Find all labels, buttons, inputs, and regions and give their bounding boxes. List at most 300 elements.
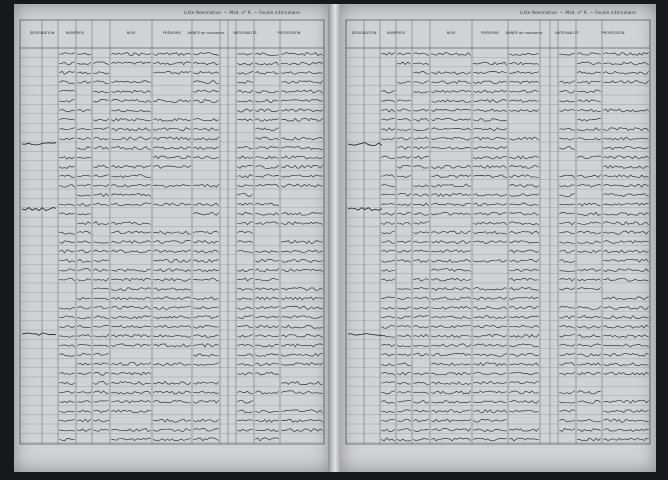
handwritten-entry <box>414 213 429 215</box>
handwritten-entry <box>94 242 109 243</box>
handwritten-entry <box>154 391 191 394</box>
handwritten-entry <box>194 81 219 84</box>
column-head: DÉSIGNATION <box>29 31 55 35</box>
handwritten-entry <box>510 391 539 394</box>
handwritten-entry <box>282 334 323 337</box>
handwritten-entry <box>256 391 279 394</box>
handwritten-entry <box>256 100 279 103</box>
handwritten-entry <box>282 306 323 309</box>
handwritten-entry <box>60 53 75 55</box>
handwritten-entry <box>256 325 279 328</box>
handwritten-entry <box>194 53 219 56</box>
handwritten-entry <box>560 306 575 308</box>
handwritten-entry <box>382 411 395 412</box>
handwritten-entry <box>94 175 109 177</box>
handwritten-entry <box>604 335 649 338</box>
handwritten-entry <box>474 419 507 422</box>
handwritten-entry <box>578 316 601 318</box>
handwritten-entry <box>94 316 109 319</box>
handwritten-entry <box>510 194 539 197</box>
handwritten-entry <box>94 72 109 74</box>
handwritten-entry <box>94 401 109 403</box>
handwritten-entry <box>578 53 601 56</box>
handwritten-entry <box>60 128 75 130</box>
handwritten-entry <box>154 53 191 56</box>
handwritten-entry <box>282 62 323 65</box>
handwritten-entry <box>414 185 429 187</box>
street-annotation <box>348 208 382 211</box>
handwritten-entry <box>194 326 219 329</box>
handwritten-entry <box>382 128 395 131</box>
handwritten-entry <box>256 429 279 432</box>
handwritten-entry <box>382 231 395 234</box>
handwritten-entry <box>112 288 151 291</box>
handwritten-entry <box>256 109 279 112</box>
handwritten-entry <box>382 175 395 178</box>
handwritten-entry <box>474 297 507 300</box>
column-head: ANNÉE de naissance <box>187 31 225 35</box>
handwritten-entry <box>94 278 109 281</box>
handwritten-entry <box>474 241 507 244</box>
handwritten-entry <box>112 316 151 319</box>
handwritten-entry <box>414 128 429 131</box>
handwritten-entry <box>256 438 279 441</box>
handwritten-entry <box>154 137 191 140</box>
handwritten-entry <box>382 90 395 93</box>
handwritten-entry <box>238 364 253 366</box>
handwritten-entry <box>194 250 219 253</box>
handwritten-entry <box>398 429 411 431</box>
handwritten-entry <box>578 71 601 74</box>
handwritten-entry <box>510 231 539 234</box>
handwritten-entry <box>432 382 471 385</box>
handwritten-entry <box>414 345 429 346</box>
handwritten-entry <box>194 335 219 338</box>
handwritten-entry <box>432 81 471 84</box>
handwritten-entry <box>154 62 191 65</box>
handwritten-entry <box>604 241 649 244</box>
handwritten-entry <box>382 109 395 112</box>
handwritten-entry <box>382 194 395 195</box>
handwritten-entry <box>560 363 575 366</box>
handwritten-entry <box>604 213 649 216</box>
handwritten-entry <box>474 156 507 159</box>
handwritten-entry <box>238 222 253 225</box>
handwritten-entry <box>398 204 411 206</box>
handwritten-entry <box>60 175 75 178</box>
handwritten-entry <box>560 402 575 403</box>
handwritten-entry <box>60 232 75 234</box>
handwritten-entry <box>94 203 109 206</box>
handwritten-entry <box>414 222 429 225</box>
handwritten-entry <box>94 306 109 309</box>
handwritten-entry <box>94 288 109 289</box>
handwritten-entry <box>382 119 395 121</box>
handwritten-entry <box>282 165 323 168</box>
handwritten-entry <box>256 184 279 187</box>
handwritten-entry <box>382 344 395 346</box>
handwritten-entry <box>78 63 91 65</box>
handwritten-entry <box>414 419 429 422</box>
handwritten-entry <box>560 270 575 271</box>
street-annotation <box>22 143 56 145</box>
handwritten-entry <box>432 72 471 75</box>
handwritten-entry <box>238 194 253 197</box>
handwritten-entry <box>78 317 91 319</box>
handwritten-entry <box>238 391 253 394</box>
handwritten-entry <box>78 72 91 74</box>
handwritten-entry <box>474 99 507 102</box>
handwritten-entry <box>560 81 575 84</box>
handwritten-entry <box>432 373 471 376</box>
handwritten-entry <box>112 109 151 112</box>
handwritten-entry <box>154 250 191 253</box>
handwritten-entry <box>560 91 575 94</box>
handwritten-entry <box>94 429 109 431</box>
handwritten-entry <box>238 72 253 75</box>
handwritten-entry <box>382 419 395 421</box>
handwritten-entry <box>560 128 575 130</box>
handwritten-entry <box>256 316 279 318</box>
handwritten-entry <box>60 213 75 215</box>
handwritten-entry <box>578 306 601 309</box>
handwritten-entry <box>398 165 411 168</box>
column-head: NUMÉROS <box>386 31 406 35</box>
handwritten-entry <box>154 259 191 262</box>
handwritten-entry <box>398 53 411 55</box>
handwritten-entry <box>398 81 411 83</box>
handwritten-entry <box>78 335 91 337</box>
handwritten-entry <box>560 335 575 338</box>
handwritten-entry <box>510 316 539 318</box>
handwritten-entry <box>474 62 507 65</box>
handwritten-entry <box>238 400 253 403</box>
handwritten-entry <box>194 62 219 65</box>
handwritten-entry <box>154 278 191 281</box>
handwritten-entry <box>78 306 91 309</box>
handwritten-entry <box>414 316 429 318</box>
handwritten-entry <box>560 354 575 356</box>
handwritten-entry <box>398 307 411 310</box>
handwritten-entry <box>510 325 539 328</box>
handwritten-entry <box>578 372 601 375</box>
handwritten-entry <box>94 410 109 413</box>
handwritten-entry <box>382 260 395 262</box>
handwritten-entry <box>60 62 75 65</box>
handwritten-entry <box>94 119 109 121</box>
handwritten-entry <box>604 307 649 310</box>
handwritten-entry <box>432 335 471 338</box>
handwritten-entry <box>604 316 649 319</box>
handwritten-entry <box>194 419 219 422</box>
handwritten-entry <box>238 298 253 300</box>
handwritten-entry <box>474 334 507 337</box>
handwritten-entry <box>414 232 429 234</box>
handwritten-entry <box>154 316 191 319</box>
handwritten-entry <box>194 241 219 244</box>
handwritten-entry <box>112 344 151 347</box>
handwritten-entry <box>382 438 395 441</box>
handwritten-entry <box>510 203 539 206</box>
handwritten-entry <box>154 419 191 422</box>
handwritten-entry <box>382 364 395 366</box>
handwritten-entry <box>432 128 471 130</box>
handwritten-entry <box>510 156 539 159</box>
handwritten-entry <box>238 250 253 253</box>
handwritten-entry <box>256 288 279 290</box>
handwritten-entry <box>604 165 649 168</box>
handwritten-entry <box>382 241 395 244</box>
handwritten-entry <box>474 165 507 168</box>
handwritten-entry <box>282 288 323 291</box>
handwritten-entry <box>154 297 191 300</box>
handwritten-entry <box>560 101 575 102</box>
handwritten-entry <box>78 325 91 327</box>
handwritten-entry <box>432 259 471 262</box>
handwritten-entry <box>256 259 279 262</box>
handwritten-entry <box>510 429 539 432</box>
handwritten-entry <box>112 363 151 366</box>
handwritten-entry <box>578 241 601 244</box>
handwritten-entry <box>112 429 151 432</box>
handwritten-entry <box>578 391 601 394</box>
handwritten-entry <box>60 430 75 431</box>
handwritten-entry <box>414 241 429 243</box>
page-header: Liste Nominative. — Mod. n° 9. — Feuille intercalaire. <box>184 10 302 15</box>
handwritten-entry <box>398 194 411 197</box>
handwritten-entry <box>194 259 219 262</box>
handwritten-entry <box>560 259 575 262</box>
handwritten-entry <box>256 147 279 150</box>
column-head: NATIONALITÉ <box>555 31 579 35</box>
handwritten-entry <box>154 269 191 272</box>
handwritten-entry <box>194 71 219 74</box>
handwritten-entry <box>560 428 575 431</box>
handwritten-entry <box>238 156 253 159</box>
handwritten-entry <box>282 100 323 102</box>
handwritten-entry <box>474 231 507 234</box>
handwritten-entry <box>154 156 191 159</box>
handwritten-entry <box>94 250 109 252</box>
handwritten-entry <box>560 391 575 394</box>
handwritten-entry <box>60 100 75 102</box>
handwritten-entry <box>474 203 507 206</box>
handwritten-entry <box>604 419 649 422</box>
handwritten-entry <box>238 270 253 272</box>
handwritten-entry <box>112 335 151 338</box>
handwritten-entry <box>578 335 601 338</box>
handwritten-entry <box>256 222 279 225</box>
handwritten-entry <box>414 194 429 197</box>
handwritten-entry <box>432 184 471 187</box>
handwritten-entry <box>510 175 539 178</box>
handwritten-entry <box>194 391 219 394</box>
handwritten-entry <box>398 439 411 441</box>
handwritten-entry <box>510 212 539 215</box>
handwritten-entry <box>604 53 649 56</box>
handwritten-entry <box>398 129 411 131</box>
handwritten-entry <box>282 52 323 55</box>
handwritten-entry <box>112 193 151 196</box>
handwritten-entry <box>256 119 279 122</box>
handwritten-entry <box>578 212 601 215</box>
handwritten-entry <box>256 420 279 423</box>
handwritten-entry <box>414 81 429 84</box>
handwritten-entry <box>194 316 219 319</box>
handwritten-entry <box>382 270 395 272</box>
handwritten-entry <box>510 438 539 441</box>
handwritten-entry <box>398 62 411 65</box>
handwritten-entry <box>238 354 253 356</box>
handwritten-entry <box>78 203 91 206</box>
handwritten-entry <box>94 391 109 393</box>
handwritten-entry <box>112 222 151 225</box>
handwritten-entry <box>112 62 151 65</box>
handwritten-entry <box>382 325 395 328</box>
handwritten-entry <box>432 410 471 413</box>
handwritten-entry <box>78 157 91 158</box>
handwritten-entry <box>154 438 191 441</box>
handwritten-entry <box>560 344 575 346</box>
handwritten-entry <box>510 288 539 291</box>
handwritten-entry <box>398 109 411 111</box>
handwritten-entry <box>112 306 151 309</box>
handwritten-entry <box>78 297 91 300</box>
handwritten-entry <box>194 278 219 281</box>
handwritten-entry <box>560 288 575 290</box>
handwritten-entry <box>510 363 539 366</box>
column-head: NUMÉROS <box>65 31 85 35</box>
handwritten-entry <box>382 204 395 205</box>
handwritten-entry <box>60 109 75 112</box>
handwritten-entry <box>474 147 507 150</box>
handwritten-entry <box>382 307 395 309</box>
left-register-page <box>14 4 330 472</box>
handwritten-entry <box>382 354 395 356</box>
handwritten-entry <box>432 419 471 422</box>
handwritten-entry <box>604 438 649 441</box>
handwritten-entry <box>238 344 253 346</box>
handwritten-entry <box>398 382 411 384</box>
handwritten-entry <box>60 119 75 121</box>
handwritten-entry <box>474 288 507 291</box>
handwritten-entry <box>78 363 91 365</box>
handwritten-entry <box>154 306 191 309</box>
handwritten-entry <box>78 401 91 403</box>
handwritten-entry <box>94 334 109 337</box>
handwritten-entry <box>474 410 507 413</box>
handwritten-entry <box>604 203 649 206</box>
handwritten-entry <box>560 138 575 140</box>
handwritten-entry <box>238 316 253 319</box>
handwritten-entry <box>474 344 507 347</box>
handwritten-entry <box>414 382 429 385</box>
handwritten-entry <box>60 336 75 338</box>
handwritten-entry <box>510 184 539 187</box>
handwritten-entry <box>414 156 429 159</box>
handwritten-entry <box>194 137 219 140</box>
handwritten-entry <box>432 269 471 272</box>
handwritten-entry <box>78 373 91 375</box>
handwritten-entry <box>238 335 253 338</box>
handwritten-entry <box>604 269 649 272</box>
handwritten-entry <box>432 90 471 93</box>
handwritten-entry <box>510 81 539 84</box>
handwritten-entry <box>560 175 575 178</box>
handwritten-entry <box>398 297 411 299</box>
handwritten-entry <box>382 213 395 216</box>
handwritten-entry <box>112 410 151 413</box>
handwritten-entry <box>154 335 191 338</box>
handwritten-entry <box>94 99 109 102</box>
handwritten-entry <box>282 250 323 253</box>
handwritten-entry <box>474 90 507 93</box>
handwritten-entry <box>238 119 253 121</box>
handwritten-entry <box>282 72 323 75</box>
handwritten-entry <box>112 391 151 394</box>
handwritten-entry <box>256 363 279 366</box>
handwritten-entry <box>194 344 219 347</box>
handwritten-entry <box>578 354 601 357</box>
handwritten-entry <box>282 118 323 121</box>
handwritten-entry <box>154 184 191 187</box>
handwritten-entry <box>78 250 91 253</box>
handwritten-entry <box>398 118 411 121</box>
handwritten-entry <box>154 203 191 206</box>
handwritten-entry <box>560 146 575 149</box>
handwritten-entry <box>382 391 395 394</box>
handwritten-entry <box>578 109 601 112</box>
handwritten-entry <box>78 353 91 355</box>
handwritten-entry <box>560 372 575 375</box>
handwritten-entry <box>474 212 507 215</box>
handwritten-entry <box>432 100 471 103</box>
handwritten-entry <box>398 157 411 159</box>
handwritten-entry <box>414 147 429 150</box>
handwritten-entry <box>398 391 411 393</box>
handwritten-entry <box>256 344 279 347</box>
handwritten-entry <box>578 90 601 93</box>
handwritten-entry <box>432 194 471 197</box>
handwritten-entry <box>256 372 279 375</box>
handwritten-entry <box>398 372 411 375</box>
handwritten-entry <box>560 278 575 281</box>
handwritten-entry <box>238 203 253 205</box>
handwritten-entry <box>578 222 601 225</box>
handwritten-entry <box>60 269 75 271</box>
handwritten-entry <box>282 147 323 150</box>
handwritten-entry <box>432 297 471 300</box>
handwritten-entry <box>578 138 601 140</box>
handwritten-entry <box>194 438 219 441</box>
street-annotation <box>22 333 56 336</box>
handwritten-entry <box>414 297 429 299</box>
handwritten-entry <box>432 175 471 178</box>
handwritten-entry <box>60 316 75 318</box>
handwritten-entry <box>398 316 411 319</box>
handwritten-entry <box>510 137 539 140</box>
handwritten-entry <box>256 278 279 280</box>
handwritten-entry <box>414 410 429 412</box>
handwritten-entry <box>510 165 539 168</box>
handwritten-entry <box>60 166 75 169</box>
handwritten-entry <box>414 325 429 328</box>
handwritten-entry <box>474 325 507 327</box>
handwritten-entry <box>194 99 219 102</box>
handwritten-entry <box>398 260 411 263</box>
handwritten-entry <box>474 137 507 140</box>
handwritten-entry <box>560 109 575 111</box>
